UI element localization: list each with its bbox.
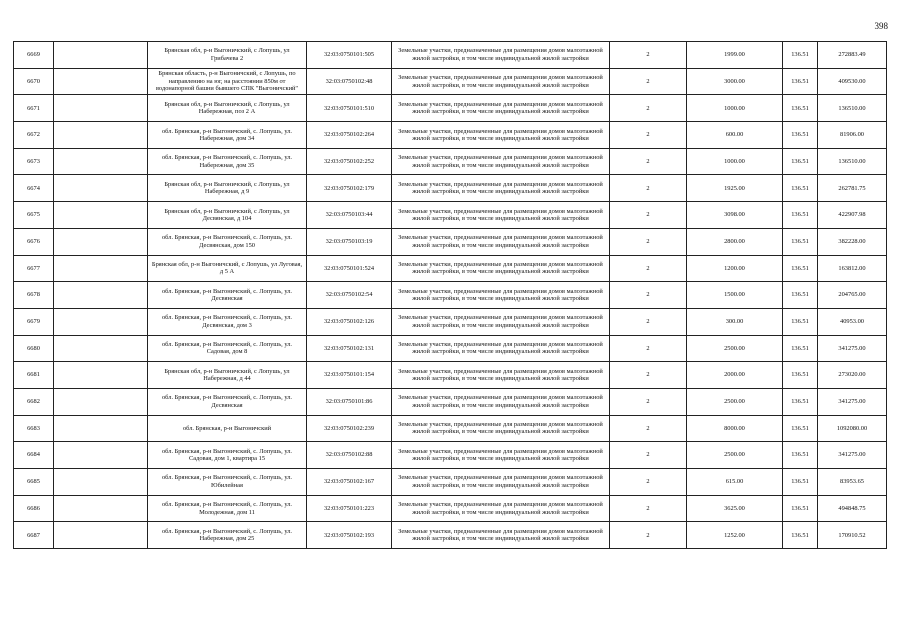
address-cell: обл. Брянская, р-н Выгоничский, с. Лопушь, ул. Десвянская <box>148 282 307 309</box>
address-cell: обл. Брянская, р-н Выгоничский, с. Лопушь, ул. Набережная, дом 25 <box>148 522 307 549</box>
rate-cell: 136.51 <box>783 42 818 69</box>
table-body <box>14 42 887 549</box>
table-row <box>14 335 887 362</box>
area-cell: 2000.00 <box>687 362 783 389</box>
table-row <box>14 148 887 175</box>
cadastral-value-cell: 81906.00 <box>818 122 887 149</box>
land-use-cell: Земельные участки, предназначенные для размещения домов малоэтажной жилой застройки, в том числе индивидуальной жилой застройки <box>392 42 610 69</box>
table-row <box>14 95 887 122</box>
cadastral-number-cell: 32:03:0750101:223 <box>307 495 392 522</box>
rate-cell: 136.51 <box>783 255 818 282</box>
address-cell: обл. Брянская, р-н Выгоничский, с. Лопушь, ул. Десвянская, дом 150 <box>148 228 307 255</box>
area-cell: 3000.00 <box>687 68 783 95</box>
area-cell: 3098.00 <box>687 202 783 229</box>
rate-cell: 136.51 <box>783 388 818 415</box>
address-cell: Брянская обл, р-н Выгоничский, с Лопушь, ул Набережная, поз 2 А <box>148 95 307 122</box>
address-cell: обл. Брянская, р-н Выгоничский, с. Лопушь, ул. Садовая, дом 8 <box>148 335 307 362</box>
table-row <box>14 522 887 549</box>
empty-cell <box>54 335 148 362</box>
table-row <box>14 122 887 149</box>
area-cell: 1252.00 <box>687 522 783 549</box>
land-use-cell: Земельные участки, предназначенные для размещения домов малоэтажной жилой застройки, в том числе индивидуальной жилой застройки <box>392 388 610 415</box>
land-use-cell: Земельные участки, предназначенные для размещения домов малоэтажной жилой застройки, в том числе индивидуальной жилой застройки <box>392 522 610 549</box>
empty-cell <box>54 95 148 122</box>
cadastral-value-cell: 163812.00 <box>818 255 887 282</box>
cadastral-value-cell: 341275.00 <box>818 388 887 415</box>
land-use-cell: Земельные участки, предназначенные для размещения домов малоэтажной жилой застройки, в том числе индивидуальной жилой застройки <box>392 442 610 469</box>
group-cell: 2 <box>610 68 687 95</box>
row-number: 6675 <box>14 202 54 229</box>
group-cell: 2 <box>610 148 687 175</box>
cadastral-value-cell: 1092080.00 <box>818 415 887 442</box>
cadastral-value-cell: 341275.00 <box>818 335 887 362</box>
empty-cell <box>54 202 148 229</box>
cadastral-number-cell: 32:03:0750101:505 <box>307 42 392 69</box>
row-number: 6672 <box>14 122 54 149</box>
cadastral-value-cell: 83953.65 <box>818 469 887 496</box>
area-cell: 300.00 <box>687 308 783 335</box>
cadastral-value-cell: 341275.00 <box>818 442 887 469</box>
cadastral-number-cell: 32:03:0750101:154 <box>307 362 392 389</box>
row-number: 6687 <box>14 522 54 549</box>
empty-cell <box>54 175 148 202</box>
rate-cell: 136.51 <box>783 175 818 202</box>
group-cell: 2 <box>610 282 687 309</box>
empty-cell <box>54 442 148 469</box>
land-use-cell: Земельные участки, предназначенные для размещения домов малоэтажной жилой застройки, в том числе индивидуальной жилой застройки <box>392 362 610 389</box>
group-cell: 2 <box>610 415 687 442</box>
table-row <box>14 495 887 522</box>
address-cell: обл. Брянская, р-н Выгоничский, с. Лопушь, ул. Десвянская <box>148 388 307 415</box>
cadastral-value-cell: 382228.00 <box>818 228 887 255</box>
area-cell: 615.00 <box>687 469 783 496</box>
group-cell: 2 <box>610 42 687 69</box>
group-cell: 2 <box>610 228 687 255</box>
address-cell: Брянская обл, р-н Выгоничский, с Лопушь, ул Набережная, д 44 <box>148 362 307 389</box>
group-cell: 2 <box>610 388 687 415</box>
empty-cell <box>54 42 148 69</box>
address-cell: Брянская область, р-н Выгоничский, с Лопушь, по направлению на юг, на расстоянии 850м от водонапорной башни бывшего СПК "Выгоничский" <box>148 68 307 95</box>
group-cell: 2 <box>610 522 687 549</box>
area-cell: 1200.00 <box>687 255 783 282</box>
land-use-cell: Земельные участки, предназначенные для размещения домов малоэтажной жилой застройки, в том числе индивидуальной жилой застройки <box>392 415 610 442</box>
land-use-cell: Земельные участки, предназначенные для размещения домов малоэтажной жилой застройки, в том числе индивидуальной жилой застройки <box>392 308 610 335</box>
rate-cell: 136.51 <box>783 495 818 522</box>
area-cell: 1999.00 <box>687 42 783 69</box>
cadastral-number-cell: 32:03:0750102:252 <box>307 148 392 175</box>
empty-cell <box>54 522 148 549</box>
empty-cell <box>54 282 148 309</box>
empty-cell <box>54 495 148 522</box>
row-number: 6677 <box>14 255 54 282</box>
cadastral-number-cell: 32:03:0750102:88 <box>307 442 392 469</box>
area-cell: 2500.00 <box>687 335 783 362</box>
table-row <box>14 255 887 282</box>
rate-cell: 136.51 <box>783 148 818 175</box>
table-row <box>14 202 887 229</box>
empty-cell <box>54 308 148 335</box>
address-cell: Брянская обл, р-н Выгоничский, с Лопушь, ул Набережная, д 9 <box>148 175 307 202</box>
land-use-cell: Земельные участки, предназначенные для размещения домов малоэтажной жилой застройки, в том числе индивидуальной жилой застройки <box>392 469 610 496</box>
rate-cell: 136.51 <box>783 335 818 362</box>
table-row <box>14 68 887 95</box>
row-number: 6684 <box>14 442 54 469</box>
empty-cell <box>54 122 148 149</box>
address-cell: обл. Брянская, р-н Выгоничский <box>148 415 307 442</box>
group-cell: 2 <box>610 95 687 122</box>
address-cell: Брянская обл, р-н Выгоничский, с Лопушь, ул Грибачева 2 <box>148 42 307 69</box>
group-cell: 2 <box>610 335 687 362</box>
rate-cell: 136.51 <box>783 228 818 255</box>
land-use-cell: Земельные участки, предназначенные для размещения домов малоэтажной жилой застройки, в том числе индивидуальной жилой застройки <box>392 202 610 229</box>
group-cell: 2 <box>610 442 687 469</box>
row-number: 6685 <box>14 469 54 496</box>
area-cell: 3625.00 <box>687 495 783 522</box>
cadastral-value-cell: 170910.52 <box>818 522 887 549</box>
table-row <box>14 282 887 309</box>
cadastral-number-cell: 32:03:0750102:126 <box>307 308 392 335</box>
cadastral-value-cell: 494848.75 <box>818 495 887 522</box>
area-cell: 2500.00 <box>687 442 783 469</box>
land-use-cell: Земельные участки, предназначенные для размещения домов малоэтажной жилой застройки, в том числе индивидуальной жилой застройки <box>392 228 610 255</box>
cadastral-number-cell: 32:03:0750101:524 <box>307 255 392 282</box>
cadastral-number-cell: 32:03:0750102:179 <box>307 175 392 202</box>
table-row <box>14 362 887 389</box>
cadastral-number-cell: 32:03:0750102:48 <box>307 68 392 95</box>
land-use-cell: Земельные участки, предназначенные для размещения домов малоэтажной жилой застройки, в том числе индивидуальной жилой застройки <box>392 148 610 175</box>
row-number: 6682 <box>14 388 54 415</box>
cadastral-value-cell: 272883.49 <box>818 42 887 69</box>
row-number: 6679 <box>14 308 54 335</box>
table-row <box>14 42 887 69</box>
cadastral-number-cell: 32:03:0750103:19 <box>307 228 392 255</box>
table-row <box>14 469 887 496</box>
cadastral-value-cell: 262781.75 <box>818 175 887 202</box>
row-number: 6676 <box>14 228 54 255</box>
cadastral-number-cell: 32:03:0750102:131 <box>307 335 392 362</box>
address-cell: обл. Брянская, р-н Выгоничский, с. Лопушь, ул. Юбилейная <box>148 469 307 496</box>
page-number: 398 <box>874 21 888 31</box>
area-cell: 2500.00 <box>687 388 783 415</box>
empty-cell <box>54 388 148 415</box>
row-number: 6674 <box>14 175 54 202</box>
rate-cell: 136.51 <box>783 282 818 309</box>
group-cell: 2 <box>610 255 687 282</box>
rate-cell: 136.51 <box>783 415 818 442</box>
cadastral-number-cell: 32:03:0750102:193 <box>307 522 392 549</box>
address-cell: обл. Брянская, р-н Выгоничский, с. Лопушь, ул. Набережная, дом 35 <box>148 148 307 175</box>
row-number: 6671 <box>14 95 54 122</box>
land-plots-table <box>13 41 887 549</box>
table-row <box>14 308 887 335</box>
empty-cell <box>54 148 148 175</box>
land-use-cell: Земельные участки, предназначенные для размещения домов малоэтажной жилой застройки, в том числе индивидуальной жилой застройки <box>392 122 610 149</box>
land-use-cell: Земельные участки, предназначенные для размещения домов малоэтажной жилой застройки, в том числе индивидуальной жилой застройки <box>392 282 610 309</box>
area-cell: 1000.00 <box>687 95 783 122</box>
rate-cell: 136.51 <box>783 95 818 122</box>
land-use-cell: Земельные участки, предназначенные для размещения домов малоэтажной жилой застройки, в том числе индивидуальной жилой застройки <box>392 255 610 282</box>
cadastral-value-cell: 273020.00 <box>818 362 887 389</box>
rate-cell: 136.51 <box>783 442 818 469</box>
row-number: 6673 <box>14 148 54 175</box>
address-cell: Брянская обл, р-н Выгоничский, с Лопушь, ул Десвянская, д 104 <box>148 202 307 229</box>
cadastral-number-cell: 32:03:0750103:44 <box>307 202 392 229</box>
area-cell: 1000.00 <box>687 148 783 175</box>
row-number: 6680 <box>14 335 54 362</box>
rate-cell: 136.51 <box>783 469 818 496</box>
cadastral-value-cell: 409530.00 <box>818 68 887 95</box>
rate-cell: 136.51 <box>783 362 818 389</box>
land-use-cell: Земельные участки, предназначенные для размещения домов малоэтажной жилой застройки, в том числе индивидуальной жилой застройки <box>392 68 610 95</box>
empty-cell <box>54 228 148 255</box>
table-row <box>14 175 887 202</box>
table-row <box>14 415 887 442</box>
cadastral-number-cell: 32:03:0750101:510 <box>307 95 392 122</box>
cadastral-number-cell: 32:03:0750102:54 <box>307 282 392 309</box>
rate-cell: 136.51 <box>783 308 818 335</box>
row-number: 6686 <box>14 495 54 522</box>
table-row <box>14 442 887 469</box>
group-cell: 2 <box>610 175 687 202</box>
empty-cell <box>54 469 148 496</box>
cadastral-number-cell: 32:03:0750102:167 <box>307 469 392 496</box>
rate-cell: 136.51 <box>783 522 818 549</box>
area-cell: 2800.00 <box>687 228 783 255</box>
address-cell: обл. Брянская, р-н Выгоничский, с. Лопушь, ул. Молодежная, дом 11 <box>148 495 307 522</box>
empty-cell <box>54 362 148 389</box>
table-row <box>14 388 887 415</box>
group-cell: 2 <box>610 362 687 389</box>
address-cell: обл. Брянская, р-н Выгоничский, с. Лопушь, ул. Набережная, дом 34 <box>148 122 307 149</box>
cadastral-number-cell: 32:03:0750101:86 <box>307 388 392 415</box>
rate-cell: 136.51 <box>783 202 818 229</box>
cadastral-value-cell: 422907.98 <box>818 202 887 229</box>
address-cell: Брянская обл, р-н Выгоничский, с Лопушь, ул Луговая, д 5 А <box>148 255 307 282</box>
row-number: 6683 <box>14 415 54 442</box>
cadastral-value-cell: 204765.00 <box>818 282 887 309</box>
land-use-cell: Земельные участки, предназначенные для размещения домов малоэтажной жилой застройки, в том числе индивидуальной жилой застройки <box>392 335 610 362</box>
land-use-cell: Земельные участки, предназначенные для размещения домов малоэтажной жилой застройки, в том числе индивидуальной жилой застройки <box>392 95 610 122</box>
empty-cell <box>54 415 148 442</box>
table-row <box>14 228 887 255</box>
rate-cell: 136.51 <box>783 68 818 95</box>
area-cell: 1925.00 <box>687 175 783 202</box>
row-number: 6678 <box>14 282 54 309</box>
area-cell: 8000.00 <box>687 415 783 442</box>
rate-cell: 136.51 <box>783 122 818 149</box>
empty-cell <box>54 68 148 95</box>
address-cell: обл. Брянская, р-н Выгоничский, с. Лопушь, ул. Садовая, дом 1, квартира 15 <box>148 442 307 469</box>
empty-cell <box>54 255 148 282</box>
group-cell: 2 <box>610 308 687 335</box>
row-number: 6669 <box>14 42 54 69</box>
cadastral-value-cell: 136510.00 <box>818 95 887 122</box>
land-use-cell: Земельные участки, предназначенные для размещения домов малоэтажной жилой застройки, в том числе индивидуальной жилой застройки <box>392 175 610 202</box>
area-cell: 600.00 <box>687 122 783 149</box>
group-cell: 2 <box>610 495 687 522</box>
row-number: 6670 <box>14 68 54 95</box>
row-number: 6681 <box>14 362 54 389</box>
address-cell: обл. Брянская, р-н Выгоничский, с. Лопушь, ул. Десвянская, дом 3 <box>148 308 307 335</box>
group-cell: 2 <box>610 202 687 229</box>
area-cell: 1500.00 <box>687 282 783 309</box>
cadastral-value-cell: 40953.00 <box>818 308 887 335</box>
group-cell: 2 <box>610 122 687 149</box>
cadastral-value-cell: 136510.00 <box>818 148 887 175</box>
land-use-cell: Земельные участки, предназначенные для размещения домов малоэтажной жилой застройки, в том числе индивидуальной жилой застройки <box>392 495 610 522</box>
group-cell: 2 <box>610 469 687 496</box>
cadastral-number-cell: 32:03:0750102:239 <box>307 415 392 442</box>
cadastral-number-cell: 32:03:0750102:264 <box>307 122 392 149</box>
